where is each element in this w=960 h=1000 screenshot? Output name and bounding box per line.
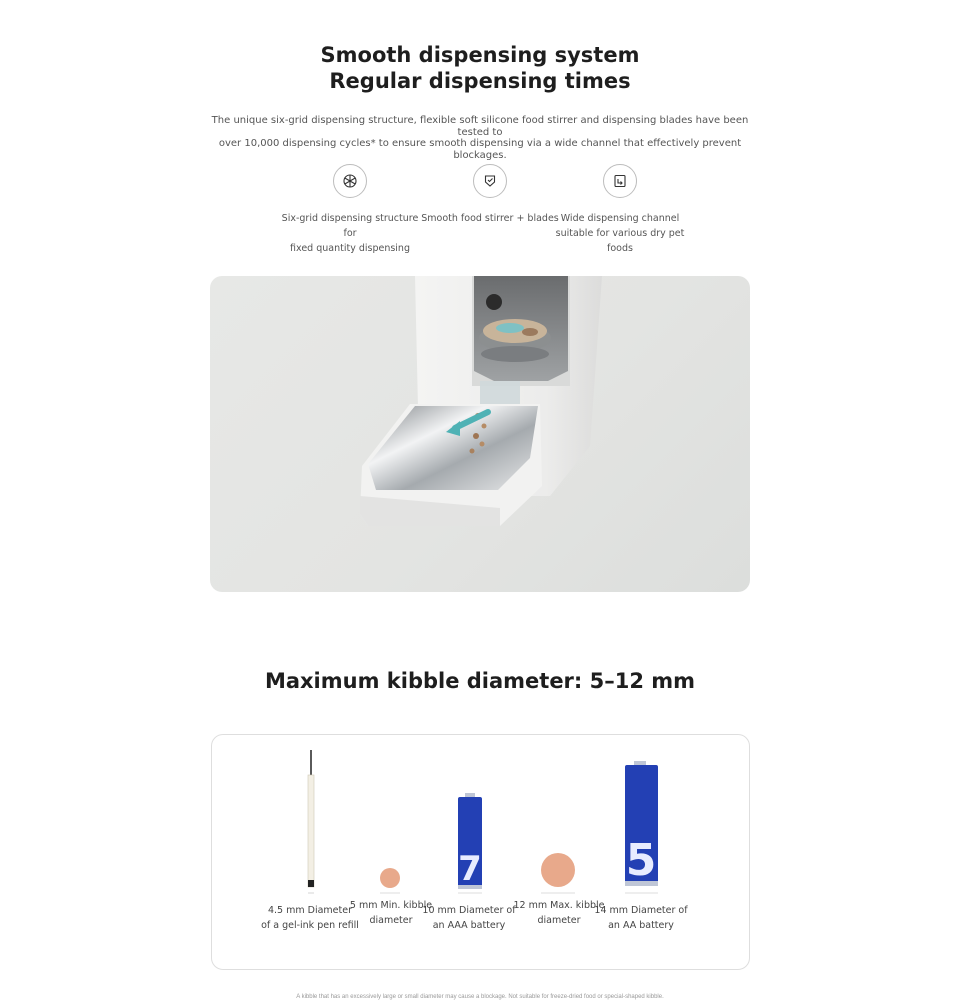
description-line-1: The unique six-grid dispensing structure, flexible soft silicone food stirrer and dispensing blades have been tested to — [211, 115, 749, 138]
feature-wide-channel — [545, 164, 695, 256]
aa-battery-label — [591, 903, 691, 933]
label-line: an AAA battery — [432, 920, 506, 931]
feeder-illustration-panel — [210, 276, 750, 592]
feature-six-grid — [275, 164, 425, 256]
section-title-kibble: Maximum kibble diameter: 5–12 mm — [264, 669, 696, 693]
label-line: 10 mm Diameter of — [422, 905, 516, 916]
label-line: 5 mm Min. kibble — [349, 900, 433, 911]
footnote: A kibble that has an excessively large or small diameter may cause a blockage. Not suitable for freeze-dried food or special-shaped kibble. — [296, 994, 664, 1000]
label-line: diameter — [369, 915, 413, 926]
feature-stirrer — [415, 164, 565, 226]
max-kibble — [541, 853, 575, 893]
title-line-1: Smooth dispensing system — [320, 43, 640, 67]
feature-label-line: Smooth food stirrer + blades — [421, 213, 559, 224]
label-line: 4.5 mm Diameter — [267, 905, 352, 916]
aaa-battery-number: 7 — [458, 849, 482, 889]
description-line-2: over 10,000 dispensing cycles* to ensure smooth dispensing via a wide channel that effectively prevent blockages. — [218, 138, 742, 161]
feature-label-line: Six-grid dispensing structure for — [281, 213, 419, 239]
feature-label-line: Wide dispensing channel — [560, 213, 680, 224]
channel-icon — [603, 164, 637, 198]
gel-pen-refill — [308, 750, 314, 893]
aaa-battery-label — [419, 903, 519, 933]
aa-battery — [625, 761, 658, 893]
aaa-battery — [458, 793, 482, 893]
kibble-size-panel — [211, 734, 750, 970]
kibble-comparison-illustration — [212, 735, 751, 971]
section-title-dispensing — [0, 42, 960, 94]
aa-battery-number: 5 — [625, 835, 657, 886]
title-line-2: Regular dispensing times — [329, 69, 631, 93]
label-line: 14 mm Diameter of — [594, 905, 688, 916]
dispensing-description — [200, 115, 760, 161]
feature-label — [415, 211, 565, 226]
feature-label — [545, 211, 695, 256]
feature-label-line: fixed quantity dispensing — [290, 243, 410, 254]
stirrer-icon — [473, 164, 507, 198]
label-line: of a gel-ink pen refill — [261, 920, 359, 931]
label-line: an AA battery — [608, 920, 674, 931]
pet-feeder-illustration — [210, 276, 750, 592]
label-line: 12 mm Max. kibble — [513, 900, 605, 911]
feature-label-line: suitable for various dry pet foods — [555, 228, 685, 254]
six-grid-icon — [333, 164, 367, 198]
label-line: diameter — [537, 915, 581, 926]
min-kibble — [380, 868, 400, 893]
feature-label — [275, 211, 425, 256]
